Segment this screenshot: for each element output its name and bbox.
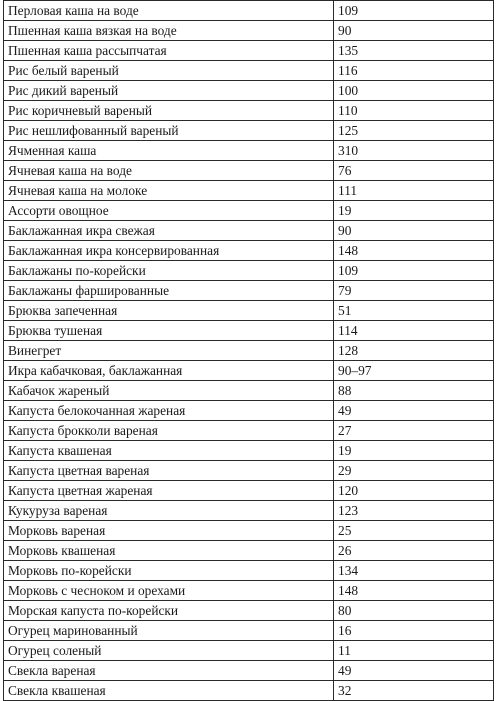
calorie-value-cell: 125 [334, 121, 494, 141]
food-name-cell: Пшенная каша вязкая на воде [4, 21, 334, 41]
table-row [4, 621, 494, 641]
food-name-cell: Ячменная каша [4, 141, 334, 161]
food-name-cell: Баклажаны по-корейски [4, 261, 334, 281]
food-name-cell: Капуста белокочанная жареная [4, 401, 334, 421]
food-name-cell: Морковь с чесноком и орехами [4, 581, 334, 601]
food-name-cell: Огурец соленый [4, 641, 334, 661]
table-row [4, 541, 494, 561]
calorie-value-cell: 51 [334, 301, 494, 321]
calorie-value-cell: 116 [334, 61, 494, 81]
table-row [4, 581, 494, 601]
food-name-cell: Кабачок жареный [4, 381, 334, 401]
table-row [4, 561, 494, 581]
food-name-cell: Рис коричневый вареный [4, 101, 334, 121]
table-row [4, 301, 494, 321]
food-name-cell: Баклажанная икра свежая [4, 221, 334, 241]
food-name-cell: Морковь вареная [4, 521, 334, 541]
calorie-value-cell: 29 [334, 461, 494, 481]
food-name-cell: Ассорти овощное [4, 201, 334, 221]
calorie-value-cell: 90–97 [334, 361, 494, 381]
food-name-cell: Морская капуста по-корейски [4, 601, 334, 621]
food-name-cell: Пшенная каша рассыпчатая [4, 41, 334, 61]
food-name-cell: Свекла вареная [4, 661, 334, 681]
calorie-value-cell: 76 [334, 161, 494, 181]
table-row [4, 221, 494, 241]
table-row [4, 241, 494, 261]
table-row [4, 401, 494, 421]
table-row [4, 121, 494, 141]
calorie-value-cell: 26 [334, 541, 494, 561]
table-row [4, 21, 494, 41]
table-row [4, 141, 494, 161]
food-name-cell: Рис нешлифованный вареный [4, 121, 334, 141]
table-row [4, 601, 494, 621]
calorie-value-cell: 109 [334, 1, 494, 21]
table-row [4, 441, 494, 461]
calorie-value-cell: 111 [334, 181, 494, 201]
calorie-value-cell: 148 [334, 241, 494, 261]
table-row [4, 361, 494, 381]
food-name-cell: Кукуруза вареная [4, 501, 334, 521]
table-row [4, 661, 494, 681]
calorie-value-cell: 110 [334, 101, 494, 121]
calorie-value-cell: 32 [334, 681, 494, 701]
food-name-cell: Рис дикий вареный [4, 81, 334, 101]
table-row [4, 381, 494, 401]
food-name-cell: Капуста брокколи вареная [4, 421, 334, 441]
calorie-value-cell: 134 [334, 561, 494, 581]
calorie-table [3, 0, 494, 701]
food-name-cell: Ячневая каша на молоке [4, 181, 334, 201]
food-name-cell: Икра кабачковая, баклажанная [4, 361, 334, 381]
table-row [4, 641, 494, 661]
calorie-value-cell: 123 [334, 501, 494, 521]
food-name-cell: Капуста цветная жареная [4, 481, 334, 501]
calorie-value-cell: 100 [334, 81, 494, 101]
calorie-value-cell: 11 [334, 641, 494, 661]
table-row [4, 101, 494, 121]
food-name-cell: Брюква тушеная [4, 321, 334, 341]
table-row [4, 1, 494, 21]
calorie-value-cell: 16 [334, 621, 494, 641]
table-row [4, 521, 494, 541]
calorie-value-cell: 19 [334, 201, 494, 221]
calorie-value-cell: 128 [334, 341, 494, 361]
table-row [4, 321, 494, 341]
table-row [4, 421, 494, 441]
food-name-cell: Капуста квашеная [4, 441, 334, 461]
food-name-cell: Баклажаны фаршированные [4, 281, 334, 301]
food-name-cell: Ячневая каша на воде [4, 161, 334, 181]
calorie-value-cell: 88 [334, 381, 494, 401]
food-name-cell: Винегрет [4, 341, 334, 361]
table-row [4, 201, 494, 221]
food-name-cell: Перловая каша на воде [4, 1, 334, 21]
table-row [4, 61, 494, 81]
food-name-cell: Огурец маринованный [4, 621, 334, 641]
food-name-cell: Морковь квашеная [4, 541, 334, 561]
calorie-value-cell: 79 [334, 281, 494, 301]
calorie-value-cell: 114 [334, 321, 494, 341]
table-row [4, 341, 494, 361]
table-row [4, 161, 494, 181]
calorie-value-cell: 109 [334, 261, 494, 281]
calorie-value-cell: 49 [334, 661, 494, 681]
table-row [4, 461, 494, 481]
food-name-cell: Свекла квашеная [4, 681, 334, 701]
table-row [4, 261, 494, 281]
calorie-value-cell: 27 [334, 421, 494, 441]
calorie-value-cell: 90 [334, 221, 494, 241]
calorie-value-cell: 120 [334, 481, 494, 501]
calorie-value-cell: 80 [334, 601, 494, 621]
table-row [4, 81, 494, 101]
calorie-value-cell: 135 [334, 41, 494, 61]
table-row [4, 501, 494, 521]
food-name-cell: Морковь по-корейски [4, 561, 334, 581]
table-row [4, 41, 494, 61]
calorie-value-cell: 19 [334, 441, 494, 461]
table-row [4, 681, 494, 701]
calorie-value-cell: 148 [334, 581, 494, 601]
food-name-cell: Баклажанная икра консервированная [4, 241, 334, 261]
table-row [4, 281, 494, 301]
food-name-cell: Капуста цветная вареная [4, 461, 334, 481]
calorie-value-cell: 310 [334, 141, 494, 161]
table-row [4, 481, 494, 501]
calorie-value-cell: 90 [334, 21, 494, 41]
calorie-value-cell: 49 [334, 401, 494, 421]
food-name-cell: Брюква запеченная [4, 301, 334, 321]
calorie-value-cell: 25 [334, 521, 494, 541]
food-name-cell: Рис белый вареный [4, 61, 334, 81]
table-row [4, 181, 494, 201]
calorie-table-body [4, 1, 494, 701]
